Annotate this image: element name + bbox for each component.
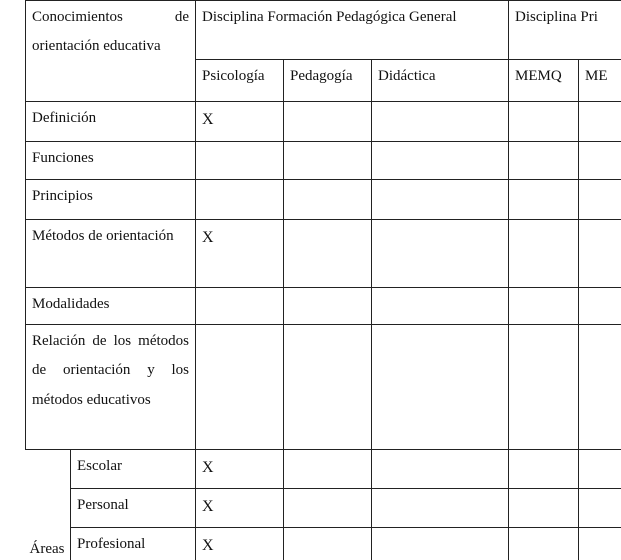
row-label: Relación de los métodos de orientación y los métodos educativos bbox=[32, 327, 189, 415]
area-label-cell bbox=[71, 528, 196, 560]
mark-cell bbox=[372, 288, 509, 325]
column-header-label: Pedagogía bbox=[290, 68, 352, 84]
column-header-label: ME bbox=[585, 68, 608, 84]
mark-cell bbox=[372, 102, 509, 142]
mark-cell bbox=[196, 288, 284, 325]
mark-cell bbox=[284, 142, 372, 180]
table-row bbox=[26, 180, 621, 220]
mark-cell bbox=[579, 450, 621, 489]
table-row bbox=[26, 288, 621, 325]
mark-cell bbox=[196, 450, 284, 489]
mark-cell bbox=[196, 180, 284, 220]
mark-cell bbox=[284, 102, 372, 142]
mark-cell bbox=[196, 489, 284, 528]
row-label-cell bbox=[26, 288, 196, 325]
mark-cell bbox=[284, 325, 372, 450]
mark-cell bbox=[579, 325, 621, 450]
area-label: Profesional bbox=[77, 536, 145, 552]
mark-cell bbox=[509, 489, 579, 528]
row-label-cell bbox=[26, 142, 196, 180]
mark-cell bbox=[509, 102, 579, 142]
knowledge-header-cell bbox=[26, 1, 196, 102]
table-row bbox=[26, 142, 621, 180]
mark-x: X bbox=[202, 459, 214, 476]
mark-cell bbox=[196, 528, 284, 560]
general-discipline-header-cell bbox=[196, 1, 509, 60]
areas-group-cell bbox=[26, 450, 71, 560]
partial-discipline-header-cell bbox=[509, 1, 621, 60]
mark-cell bbox=[372, 489, 509, 528]
row-label: Principios bbox=[32, 188, 93, 204]
mark-cell bbox=[284, 180, 372, 220]
area-label-cell bbox=[71, 450, 196, 489]
mark-cell bbox=[579, 528, 621, 560]
mark-cell bbox=[509, 450, 579, 489]
table-row bbox=[26, 450, 621, 489]
knowledge-header-label: Conocimientos de orientación educativa bbox=[32, 3, 189, 62]
row-label-cell bbox=[26, 180, 196, 220]
mark-cell bbox=[284, 220, 372, 288]
column-header-label: Didáctica bbox=[378, 68, 435, 84]
mark-cell bbox=[579, 142, 621, 180]
area-label: Personal bbox=[77, 497, 129, 513]
mark-cell bbox=[284, 489, 372, 528]
mark-cell bbox=[509, 288, 579, 325]
mark-cell bbox=[509, 142, 579, 180]
mark-x: X bbox=[202, 498, 214, 515]
mark-cell bbox=[196, 325, 284, 450]
area-label: Escolar bbox=[77, 458, 122, 474]
column-header-psicologia bbox=[196, 60, 284, 102]
mark-cell bbox=[579, 180, 621, 220]
row-label-cell bbox=[26, 220, 196, 288]
orientation-knowledge-table bbox=[25, 0, 621, 560]
row-label: Métodos de orientación bbox=[32, 222, 189, 251]
column-header-pedagogia bbox=[284, 60, 372, 102]
general-discipline-header-label: Disciplina Formación Pedagógica General bbox=[202, 9, 457, 25]
mark-cell bbox=[196, 220, 284, 288]
partial-discipline-header-label: Disciplina Pri bbox=[515, 9, 598, 25]
row-label-cell bbox=[26, 325, 196, 450]
column-header-didactica bbox=[372, 60, 509, 102]
document-table-container bbox=[25, 0, 621, 560]
mark-cell bbox=[509, 220, 579, 288]
mark-cell bbox=[509, 325, 579, 450]
mark-cell bbox=[372, 180, 509, 220]
mark-cell bbox=[284, 528, 372, 560]
mark-cell bbox=[196, 142, 284, 180]
mark-cell bbox=[509, 180, 579, 220]
row-label: Modalidades bbox=[32, 296, 109, 312]
mark-cell bbox=[579, 288, 621, 325]
mark-cell bbox=[372, 142, 509, 180]
row-label: Definición bbox=[32, 110, 96, 126]
table-row bbox=[26, 489, 621, 528]
table-row bbox=[26, 102, 621, 142]
column-header-label: MEMQ bbox=[515, 68, 562, 84]
mark-x: X bbox=[202, 111, 214, 128]
mark-x: X bbox=[202, 229, 214, 246]
mark-x: X bbox=[202, 537, 214, 554]
column-header-label: Psicología bbox=[202, 68, 265, 84]
mark-cell bbox=[579, 102, 621, 142]
row-label-cell bbox=[26, 102, 196, 142]
row-label: Funciones bbox=[32, 150, 94, 166]
table-row bbox=[26, 325, 621, 450]
mark-cell bbox=[509, 528, 579, 560]
table-row bbox=[26, 528, 621, 560]
header-row-top bbox=[26, 1, 621, 60]
mark-cell bbox=[579, 220, 621, 288]
mark-cell bbox=[284, 450, 372, 489]
mark-cell bbox=[372, 450, 509, 489]
mark-cell bbox=[579, 489, 621, 528]
table-row bbox=[26, 220, 621, 288]
mark-cell bbox=[372, 325, 509, 450]
areas-label: Áreas bbox=[30, 541, 65, 557]
mark-cell bbox=[284, 288, 372, 325]
column-header-memq bbox=[509, 60, 579, 102]
mark-cell bbox=[372, 220, 509, 288]
mark-cell bbox=[372, 528, 509, 560]
column-header-me bbox=[579, 60, 621, 102]
area-label-cell bbox=[71, 489, 196, 528]
mark-cell bbox=[196, 102, 284, 142]
